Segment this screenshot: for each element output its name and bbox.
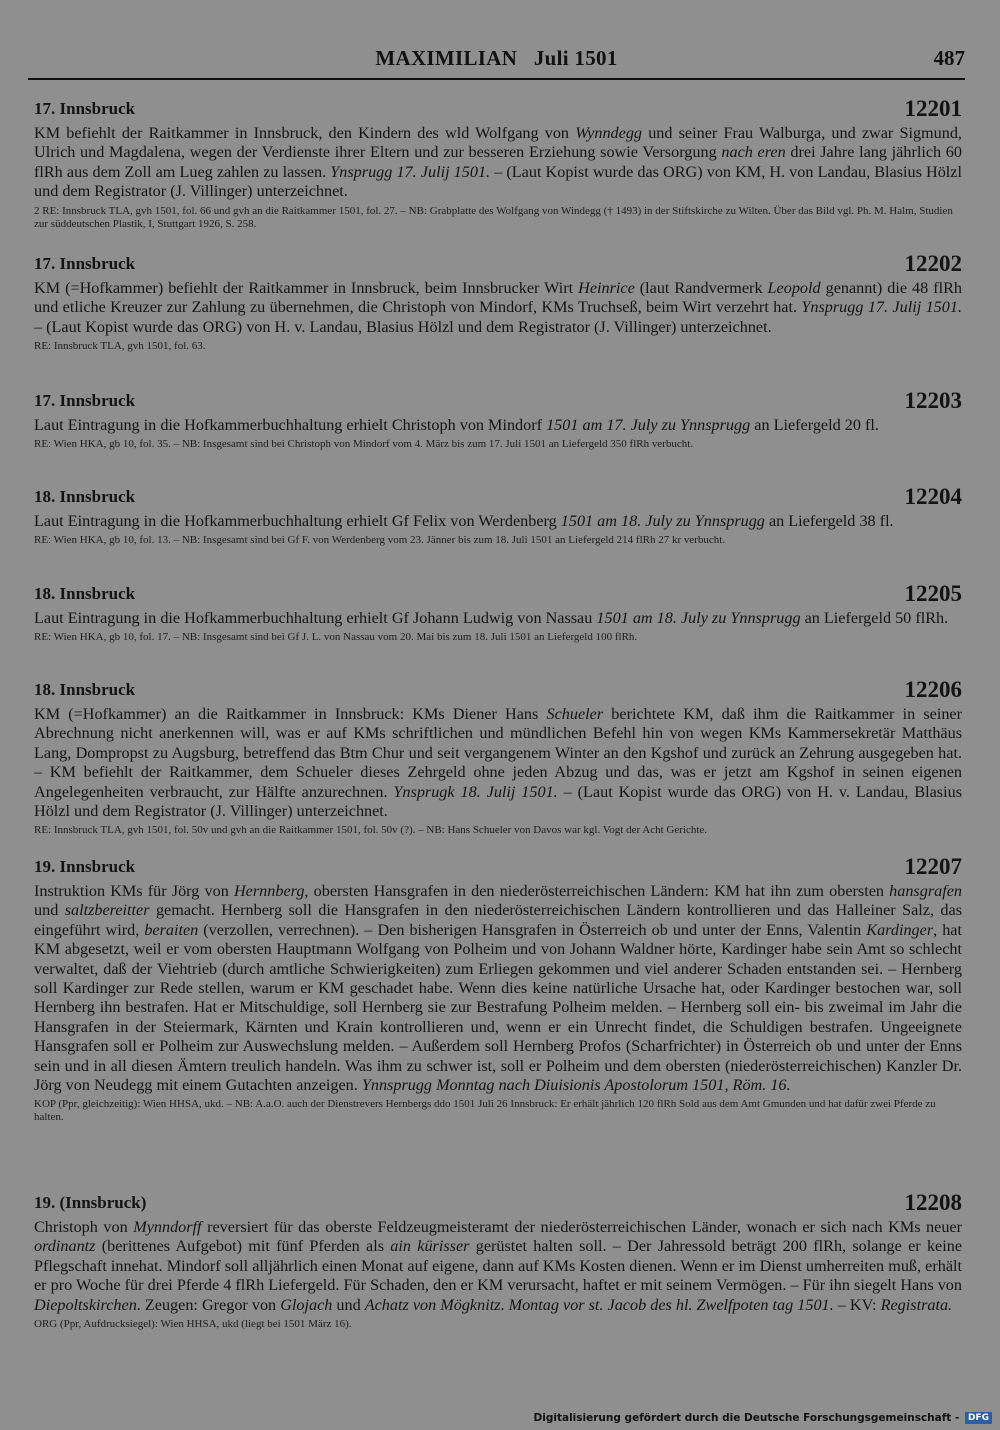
regest-entry bbox=[34, 677, 963, 837]
entry-header bbox=[34, 854, 962, 882]
entry-number: 12204 bbox=[904, 484, 962, 509]
entry-header bbox=[34, 251, 962, 279]
entry-source-note: RE: Innsbruck TLA, gvh 1501, fol. 50v und gvh an die Raitkammer 1501, fol. 50v (?). – NB: Hans Schueler von Davos war kgl. Vogt der Acht Gerichte. bbox=[34, 824, 708, 837]
regest-entry bbox=[34, 1190, 963, 1331]
entry-header bbox=[34, 677, 962, 705]
entry-body: Laut Eintragung in die Hofkammerbuchhaltung erhielt Gf Johann Ludwig von Nassau 1501 am 18. July zu Ynnsprugg an Liefergeld 50 flRh. bbox=[34, 609, 949, 627]
entry-header bbox=[34, 96, 962, 124]
entry-source-note: RE: Wien HKA, gb 10, fol. 35. – NB: Insgesamt sind bei Christoph von Mindorf vom 4. März bis zum 17. Juli 1501 an Liefergeld 350 flRh verbucht. bbox=[34, 438, 694, 451]
entry-header bbox=[34, 388, 962, 416]
entry-number: 12201 bbox=[904, 96, 962, 121]
entry-header bbox=[34, 1190, 962, 1218]
entry-date-place: 19. (Innsbruck) bbox=[34, 1193, 147, 1212]
regest-entry bbox=[34, 388, 962, 451]
funding-credit: Digitalisierung gefördert durch die Deutsche Forschungsgemeinschaft - bbox=[533, 1412, 960, 1424]
regest-entry bbox=[34, 96, 962, 231]
entry-source-note: ORG (Ppr, Aufdrucksiegel): Wien HHSA, ukd (liegt bei 1501 März 16). bbox=[34, 1318, 352, 1331]
page-number: 487 bbox=[933, 46, 965, 70]
regest-entry bbox=[34, 854, 963, 1124]
entry-number: 12202 bbox=[904, 251, 962, 276]
entry-number: 12206 bbox=[904, 677, 962, 702]
regest-entry bbox=[34, 251, 962, 353]
entry-body: KM (=Hofkammer) befiehlt der Raitkammer in Innsbruck, beim Innsbrucker Wirt Heinrice (laut Randvermerk Leopold genannt) die 48 flRh und etliche Kreuzer zur Zahlung zu übernehmen, die Christoph von Mindorf, KMs Truchseß, beim Wirt verzehrt hat. Ynsprugg 17. Julij 1501. – (Laut Kopist wurde das ORG) von H. v. Landau, Blasius Hölzl und dem Registrator (J. Villinger) unterzeichnet. bbox=[34, 279, 962, 336]
entry-source-note: KOP (Ppr, gleichzeitig): Wien HHSA, ukd. – NB: A.a.O. auch der Dienstrevers Hernbergs ddo 1501 Juli 26 Innsbruck: Er erhält jährlich 120 flRh Sold aus dem Amt Gmunden und hat dafür zwei Pferde zu halten. bbox=[34, 1098, 936, 1124]
entry-source-note: RE: Wien HKA, gb 10, fol. 17. – NB: Insgesamt sind bei Gf J. L. von Nassau vom 20. Mai bis zum 18. Juli 1501 an Liefergeld 100 flRh. bbox=[34, 631, 638, 644]
entry-date-place: 18. Innsbruck bbox=[34, 487, 136, 506]
entry-source-note: 2 RE: Innsbruck TLA, gvh 1501, fol. 66 und gvh an die Raitkammer 1501, fol. 27. – NB: Grabplatte des Wolfgang von Windegg († 1493) in der Stiftskirche zu Wilten. Über das Bild vgl. Ph. M. Halm, Studien zur süddeutschen Plastik, I, Stuttgart 1926, S. 258. bbox=[34, 204, 953, 230]
entry-body: Christoph von Mynndorff reversiert für das oberste Feldzeugmeisteramt der niederösterreichischen Länder, wonach er sich nach KMs neuer ordinantz (berittenes Aufgebot) mit fünf Pferden als ain kürisser gerüstet halten soll. – Der Jahressold beträgt 200 flRh, solange er keine Pflegschaft innehat. Mindorf soll alljährlich einen Monat auf eigene, dann auf KMs Kosten dienen. Wenn er im Dienst umherreiten muß, erhält er pro Woche für drei Pferde 4 flRh Liefergeld. Für Schaden, den er KM verursacht, haftet er mit seinem Vermögen. – Für ihn siegelt Hans von Diepoltskirchen. Zeugen: Gregor von Glojach und Achatz von Mögknitz. Montag vor st. Jacob des hl. Zwelfpoten tag 1501. – KV: Registrata. bbox=[34, 1218, 963, 1314]
entry-body: Laut Eintragung in die Hofkammerbuchhaltung erhielt Christoph von Mindorf 1501 am 17. July zu Ynnsprugg an Liefergeld 20 fl. bbox=[34, 416, 879, 434]
regest-entry bbox=[34, 484, 962, 547]
entry-number: 12208 bbox=[904, 1190, 962, 1215]
entry-body: Laut Eintragung in die Hofkammerbuchhaltung erhielt Gf Felix von Werdenberg 1501 am 18. July zu Ynnsprugg an Liefergeld 38 fl. bbox=[34, 512, 894, 530]
entry-date-place: 18. Innsbruck bbox=[34, 680, 136, 699]
entry-source-note: RE: Wien HKA, gb 10, fol. 13. – NB: Insgesamt sind bei Gf F. von Werdenberg vom 23. Jänner bis zum 18. Juli 1501 an Liefergeld 214 flRh 27 kr verbucht. bbox=[34, 534, 726, 547]
running-title: MAXIMILIAN Juli 1501 bbox=[375, 46, 618, 70]
entry-source-note: RE: Innsbruck TLA, gvh 1501, fol. 63. bbox=[34, 340, 206, 353]
regest-entry bbox=[34, 581, 962, 644]
entry-number: 12207 bbox=[904, 854, 962, 879]
entry-number: 12205 bbox=[904, 581, 962, 606]
entry-header bbox=[34, 484, 962, 512]
entry-header bbox=[34, 581, 962, 609]
page-header bbox=[28, 44, 965, 80]
dfg-logo-icon: DFG bbox=[965, 1412, 992, 1424]
entry-body: KM befiehlt der Raitkammer in Innsbruck, den Kindern des wld Wolfgang von Wynndegg und seiner Frau Walburga, und zwar Sigmund, Ulrich und Magdalena, wegen der Verdienste ihrer Eltern und zur besseren Erziehung sowie Versorgung nach eren drei Jahre lang jährlich 60 flRh aus dem Zoll am Lueg zahlen zu lassen. Ynsprugg 17. Julij 1501. – (Laut Kopist wurde das ORG) von KM, H. von Landau, Blasius Hölzl und dem Registrator (J. Villinger) unterzeichnet. bbox=[34, 124, 962, 201]
entry-date-place: 17. Innsbruck bbox=[34, 254, 136, 273]
entry-date-place: 19. Innsbruck bbox=[34, 857, 136, 876]
entry-date-place: 18. Innsbruck bbox=[34, 584, 136, 603]
entry-body: Instruktion KMs für Jörg von Hernnberg, obersten Hansgrafen in den niederösterreichischen Ländern: KM hat ihn zum obersten hansgrafen und saltzbereitter gemacht. Hernberg soll die Hansgrafen in den niederösterreichischen Ländern kontrollieren und das Halleiner Salz, das eingeführt wird, beraiten (verzollen, verrechnen). – Den bisherigen Hansgrafen in Österreich ob und unter der Enns, Valentin Kardinger, hat KM abgesetzt, weil er vom obersten Hauptmann Wolfgang von Polheim und von Johann Waldner hörte, Kardinger habe sein Amt so schlecht verwaltet, daß der Viehtrieb (durch amtliche Schwierigkeiten) zum Erliegen gekommen und viel anderer Schaden entstanden sei. – Hernberg soll Kardinger zur Rede stellen, warum er KM geschadet habe. Wenn dies keine natürliche Ursache hat, oder Kardinger bestochen war, soll Hernberg ihn bestrafen. Hat er Mitschuldige, soll Hernberg sie zur Bestrafung Polheim melden. – Hernberg soll ein- bis zweimal im Jahr die Hansgrafen in der Steiermark, Kärnten und Krain kontrollieren und, wenn er ein Unrecht findet, die Schuldigen bestrafen. Ungeeignete Hansgrafen soll er Polheim zur Auswechslung melden. – Außerdem soll Hernberg Profos (Scharfrichter) in Österreich ob und unter der Enns sein und in all diesen Ämtern treulich handeln. Was ihm zu schwer ist, soll er Polheim und dem obersten (niederösterreichischen) Kanzler Dr. Jörg von Neudegg mit einem Gutachten anzeigen. Ynnsprugg Monntag nach Diuisionis Apostolorum 1501, Röm. 16. bbox=[34, 882, 963, 1095]
funding-footer bbox=[534, 1412, 992, 1424]
entry-date-place: 17. Innsbruck bbox=[34, 99, 136, 118]
entry-number: 12203 bbox=[904, 388, 962, 413]
entry-date-place: 17. Innsbruck bbox=[34, 391, 136, 410]
entry-body: KM (=Hofkammer) an die Raitkammer in Innsbruck: KMs Diener Hans Schueler berichtete KM, daß ihm die Raitkammer in seiner Abrechnung nicht anerkennen will, was er auf KMs schriftlichen und mündlichen Befehl hin von wegen KMs Kammersekretär Matthäus Lang, Dompropst zu Augsburg, betreffend das Btm Chur und seit vergangenem Winter an den Kgshof und zurück an Zehrung ausgegeben hat. – KM befiehlt der Raitkammer, dem Schueler dieses Zehrgeld ohne jeden Abzug und das, was er jetzt am Kgshof in seinen eigenen Angelegenheiten verbraucht, zur Hälfte anzurechnen. Ynsprugk 18. Julij 1501. – (Laut Kopist wurde das ORG) von H. v. Landau, Blasius Hölzl und dem Registrator (J. Villinger) unterzeichnet. bbox=[34, 705, 963, 821]
